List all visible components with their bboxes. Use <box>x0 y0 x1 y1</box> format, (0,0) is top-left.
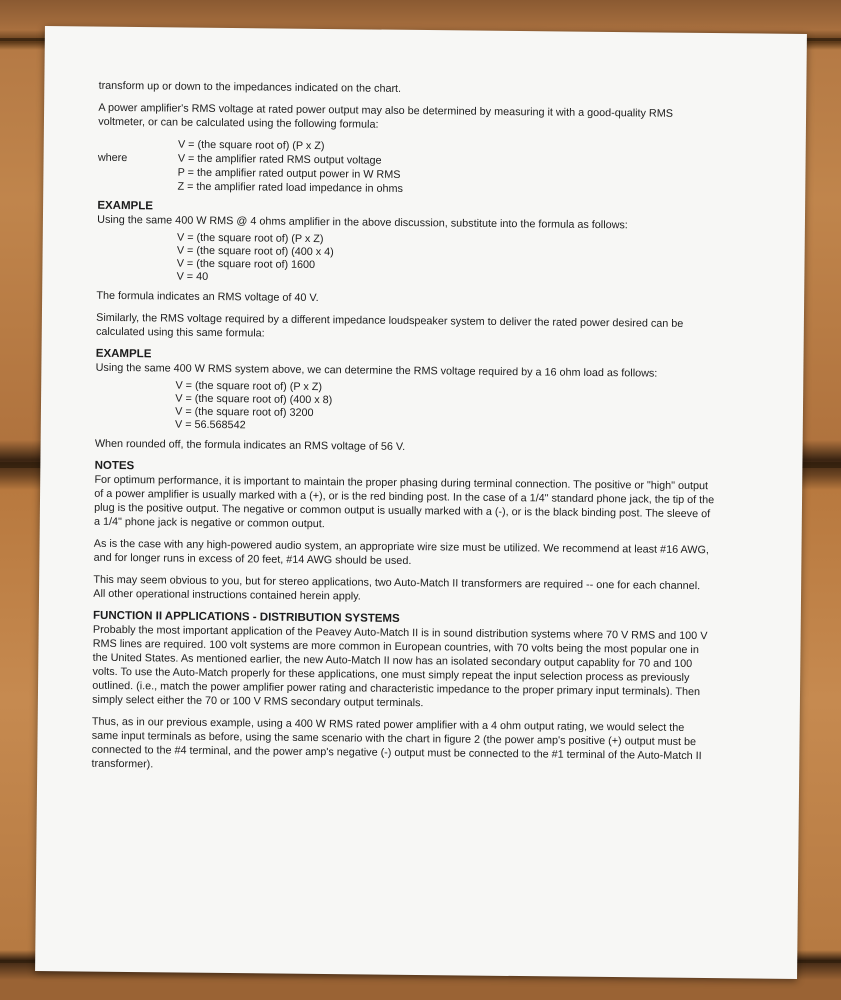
calc-line: V = (the square root of) 1600 <box>176 257 316 272</box>
calculation-block <box>177 232 718 290</box>
function-ii-paragraph: Thus, as in our previous example, using a 400 W RMS rated power amplifier with a 4 ohm output rating, we would select the same input terminals as before, using the same scenario with the chart in figure 2 (the power amp's positive (+) output must be connected to the #4 terminal, and the power amp's negative (-) output must be connected to the #1 terminal of the Auto-Match II transformer). <box>91 715 702 771</box>
notes-paragraph: This may seem obvious to you, but for stereo applications, two Auto-Match II transformers are required -- one for each channel. All other operational instructions contained herein apply. <box>93 573 701 603</box>
calc-line: V = 56.568542 <box>175 418 246 432</box>
function-ii-paragraph: Probably the most important application of the Peavey Auto-Match II is in sound distribution systems where 70 V RMS and 100 V RMS lines are required. 100 volt systems are more common in European countries, with 70 volts being the most popular one in the United States. As mentioned earlier, the new Auto-Match II now has an isolated secondary output capablity for 70 and 100 volts. To use the Auto-Match properly for these applications, one must simply repeat the input selection process as previously outlined. (i.e., match the power amplifier power rating and characteristic impedance to the proper primary input terminals). Then simply select either the 70 or 100 V RMS secondary output terminals. <box>92 623 708 710</box>
calculation-block <box>175 380 716 438</box>
formula-line: P = the amplifier rated output power in W RMS <box>177 166 401 181</box>
calc-line: V = (the square root of) (P x Z) <box>176 231 324 246</box>
where-label: where <box>97 151 128 165</box>
notes-heading: NOTES <box>94 459 135 473</box>
calc-line: V = 40 <box>176 270 209 283</box>
intro-line: transform up or down to the impedances indicated on the chart. <box>98 79 402 95</box>
formula-line: V = (the square root of) (P x Z) <box>177 138 325 153</box>
formula-line: Z = the amplifier rated load impedance in ohms <box>177 180 403 195</box>
function-ii-heading: FUNCTION II APPLICATIONS - DISTRIBUTION SYSTEMS <box>92 609 400 625</box>
calc-line: V = (the square root of) (P x Z) <box>175 379 323 394</box>
calc-line: V = (the square root of) 3200 <box>175 405 314 420</box>
similarly-paragraph: Similarly, the RMS voltage required by a different impedance loudspeaker system to deliver the rated power desired can be calculated using this same formula: <box>95 311 684 340</box>
calc-line: V = (the square root of) (400 x 8) <box>175 392 333 407</box>
example-heading: EXAMPLE <box>97 199 154 213</box>
notes-paragraph: For optimum performance, it is important to maintain the proper phasing during terminal connection. The positive or "high" output of a power amplifier is usually marked with a (+), or is the red binding post. In the case of a 1/4" standard phone jack, the tip of the plug is the positive output. The negative or common output is usually marked with a (-), or is the black binding post. The sleeve of a 1/4" phone jack is negative or common output. <box>93 473 715 531</box>
rms-measure-paragraph: A power amplifier's RMS voltage at rated power output may also be determined by measuring it with a good-quality RMS voltmeter, or can be calculated using the following formula: <box>98 101 673 131</box>
formula-line: V = the amplifier rated RMS output voltage <box>177 152 382 167</box>
example-result: The formula indicates an RMS voltage of 40 V. <box>96 289 319 305</box>
document-body <box>91 79 718 785</box>
example-text: Using the same 400 W RMS system above, we can determine the RMS voltage required by a 16 ohm load as follows: <box>95 361 658 380</box>
example-text: Using the same 400 W RMS @ 4 ohms amplifier in the above discussion, substitute into the formula as follows: <box>97 213 628 232</box>
notes-paragraph: As is the case with any high-powered audio system, an appropriate wire size must be utilized. We recommend at least #16 AWG, and for longer runs in excess of 20 feet, #14 AWG should be used. <box>93 537 709 568</box>
example-heading: EXAMPLE <box>95 347 152 361</box>
example-result: When rounded off, the formula indicates an RMS voltage of 56 V. <box>94 437 406 454</box>
calc-line: V = (the square root of) (400 x 4) <box>176 244 334 259</box>
formula-block <box>97 137 718 199</box>
